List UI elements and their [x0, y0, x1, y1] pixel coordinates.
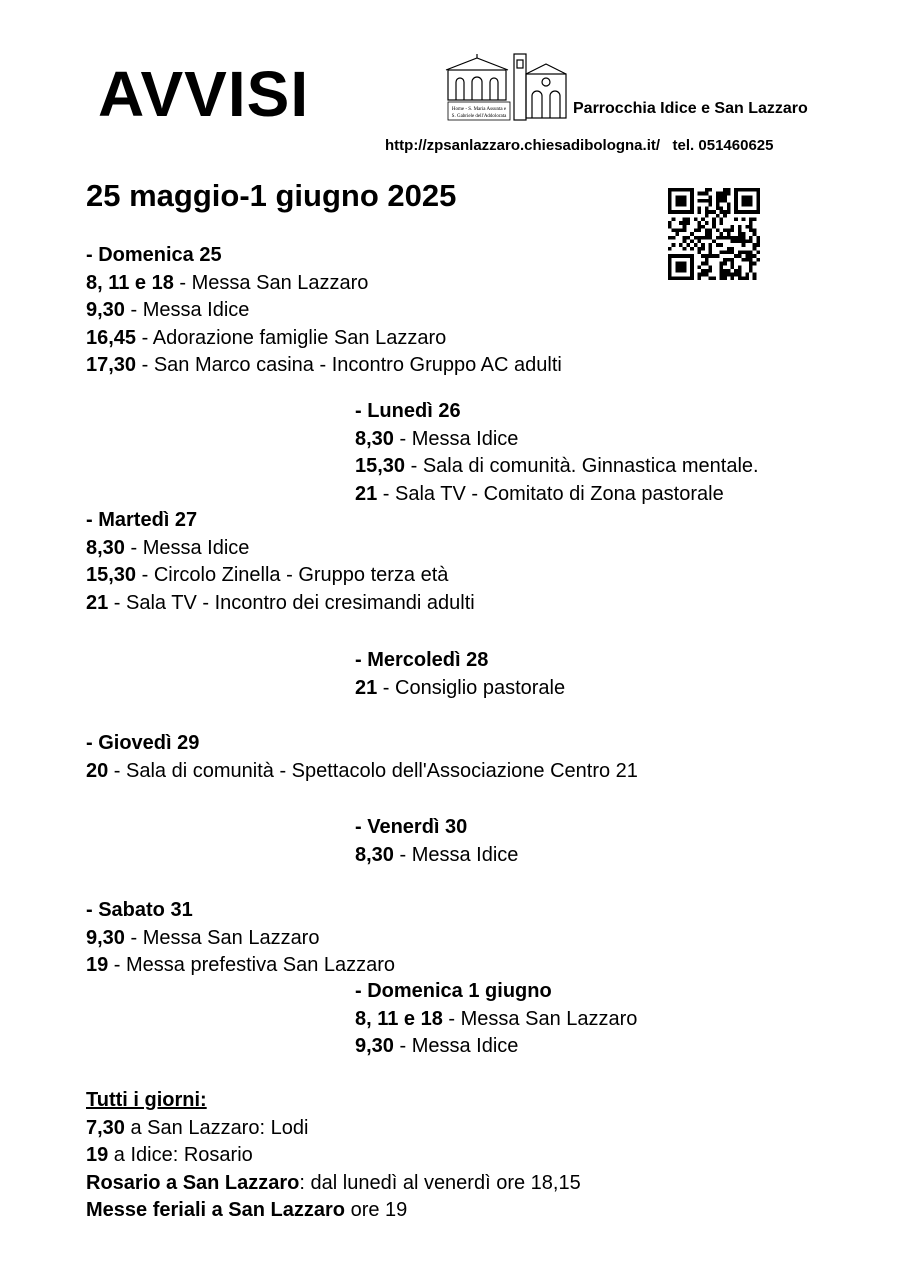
daily-item	[86, 1170, 581, 1198]
item-time: 15,30	[86, 564, 137, 586]
church-buildings-logo	[444, 52, 568, 122]
day-heading: - Venerdì 30	[355, 816, 468, 838]
item-time: 9,30	[86, 926, 125, 949]
item-text: - Messa Idice	[124, 299, 250, 321]
day-block	[86, 897, 395, 980]
day-heading: - Martedì 27	[86, 509, 198, 531]
phone-number: tel. 051460625	[672, 137, 774, 154]
day-heading: - Sabato 31	[86, 899, 193, 921]
schedule-item	[355, 453, 759, 481]
daily-item	[86, 1197, 581, 1225]
daily-item-bold: Rosario a San Lazzaro	[86, 1171, 300, 1194]
schedule-item	[355, 1033, 637, 1061]
daily-item	[86, 1115, 581, 1143]
day-heading: - Domenica 25	[86, 244, 222, 266]
item-text: - Messa San Lazzaro	[124, 926, 320, 949]
schedule-item	[86, 270, 562, 298]
contact-line	[385, 137, 773, 154]
item-time: 15,30	[355, 455, 406, 477]
daily-items	[86, 1115, 581, 1225]
item-time: 8, 11 e 18	[355, 1007, 443, 1030]
item-text: - Sala TV - Incontro dei cresimandi adulti	[108, 591, 475, 614]
daily-item-bold: 19	[86, 1144, 109, 1166]
item-text: - Messa San Lazzaro	[173, 271, 369, 294]
item-text: - Circolo Zinella - Gruppo terza età	[136, 564, 449, 586]
schedule-item	[86, 590, 475, 618]
schedule-item	[86, 535, 475, 563]
item-time: 21	[355, 676, 378, 699]
item-text: - Sala TV - Comitato di Zona pastorale	[377, 482, 724, 505]
item-text: - Messa Idice	[393, 427, 519, 450]
item-time: 8,30	[355, 427, 394, 450]
schedule-item	[86, 952, 395, 980]
daily-item-text: a San Lazzaro: Lodi	[124, 1116, 309, 1139]
item-time: 16,45	[86, 326, 137, 349]
website-link[interactable]: http://zpsanlazzaro.chiesadibologna.it/	[385, 137, 661, 154]
daily-item-bold: Messe feriali a San Lazzaro	[86, 1199, 346, 1221]
qr-code-icon[interactable]	[668, 188, 760, 280]
item-time: 20	[86, 759, 109, 782]
day-heading: - Mercoledì 28	[355, 649, 489, 671]
item-time: 8,30	[355, 843, 394, 866]
item-text: - Consiglio pastorale	[377, 676, 566, 699]
page-title: AVVISI	[98, 58, 310, 130]
schedule-item	[355, 426, 759, 454]
daily-item-text: : dal lunedì al venerdì ore 18,15	[299, 1171, 581, 1194]
schedule-item	[86, 562, 475, 590]
item-text: - Sala di comunità - Spettacolo dell'Associazione Centro 21	[108, 759, 638, 782]
daily-item	[86, 1142, 581, 1170]
day-block	[86, 242, 562, 380]
logo-caption-2: S. Gabriele dell'Addolorata	[451, 114, 507, 119]
day-block	[355, 978, 637, 1061]
item-time: 21	[355, 482, 378, 505]
schedule-item	[355, 842, 518, 870]
logo-caption-1: Home - S. Maria Assunta e	[451, 107, 507, 112]
daily-item-bold: 7,30	[86, 1116, 125, 1139]
schedule-item	[86, 297, 562, 325]
day-heading: - Giovedì 29	[86, 732, 200, 754]
item-text: - San Marco casina - Incontro Gruppo AC adulti	[136, 354, 562, 376]
schedule-item	[355, 1006, 637, 1034]
item-time: 19	[86, 954, 109, 976]
item-time: 17,30	[86, 354, 137, 376]
schedule-item	[86, 925, 395, 953]
day-heading: - Lunedì 26	[355, 400, 461, 422]
item-time: 9,30	[355, 1035, 394, 1057]
schedule-item	[86, 325, 562, 353]
day-block	[86, 507, 475, 617]
day-block	[86, 730, 638, 785]
item-text: - Messa Idice	[124, 536, 250, 559]
item-text: - Sala di comunità. Ginnastica mentale.	[405, 455, 759, 477]
daily-item-text: a Idice: Rosario	[108, 1144, 253, 1166]
daily-heading: Tutti i giorni:	[86, 1089, 207, 1111]
item-time: 8,30	[86, 536, 125, 559]
day-block	[355, 647, 565, 702]
schedule-item	[86, 758, 638, 786]
day-block	[355, 814, 518, 869]
item-text: - Adorazione famiglie San Lazzaro	[136, 326, 447, 349]
date-range: 25 maggio-1 giugno 2025	[86, 178, 457, 213]
item-time: 9,30	[86, 299, 125, 321]
item-text: - Messa Idice	[393, 843, 519, 866]
item-text: - Messa San Lazzaro	[442, 1007, 638, 1030]
item-time: 8, 11 e 18	[86, 271, 174, 294]
day-heading: - Domenica 1 giugno	[355, 980, 552, 1002]
item-text: - Messa Idice	[393, 1035, 519, 1057]
parish-name: Parrocchia Idice e San Lazzaro	[573, 100, 808, 117]
daily-section	[86, 1087, 581, 1225]
schedule-item	[355, 481, 759, 509]
item-text: - Messa prefestiva San Lazzaro	[108, 954, 396, 976]
daily-item-text: ore 19	[345, 1199, 408, 1221]
schedule-item	[86, 352, 562, 380]
day-block	[355, 398, 759, 508]
item-time: 21	[86, 591, 109, 614]
schedule-item	[355, 675, 565, 703]
